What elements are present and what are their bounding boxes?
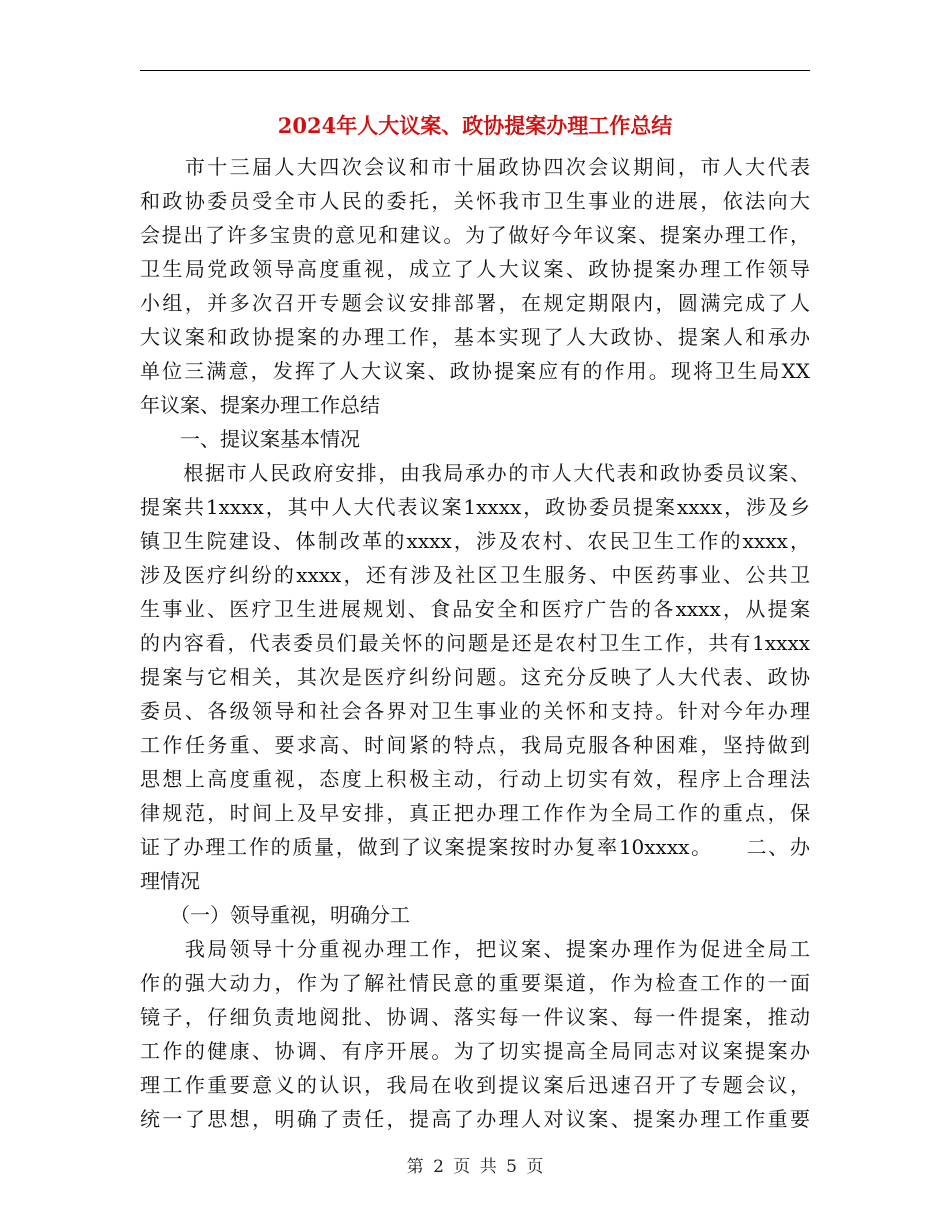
body-line: 一、提议案基本情况 <box>140 427 360 451</box>
body-line: 市十三届人大四次会议和市十届政协四次会议期间，市人大代表 <box>140 155 810 179</box>
body-line: 大议案和政协提案的办理工作，基本实现了人大政协、提案人和承办 <box>140 325 810 349</box>
body-line: 律规范，时间上及早安排，真正把办理工作作为全局工作的重点，保 <box>140 801 810 825</box>
body-line: 理工作重要意义的认识，我局在收到提议案后迅速召开了专题会议， <box>140 1073 810 1097</box>
body-line: （一）领导重视，明确分工 <box>140 903 410 927</box>
body-line: 卫生局党政领导高度重视，成立了人大议案、政协提案办理工作领导 <box>140 257 810 281</box>
body-line: 工作的健康、协调、有序开展。为了切实提高全局同志对议案提案办 <box>140 1039 810 1063</box>
body-line: 单位三满意，发挥了人大议案、政协提案应有的作用。现将卫生局XX <box>140 359 810 383</box>
body-line: 会提出了许多宝贵的意见和建议。为了做好今年议案、提案办理工作， <box>140 223 810 247</box>
body-line: 根据市人民政府安排，由我局承办的市人大代表和政协委员议案、 <box>140 461 810 485</box>
body-line: 思想上高度重视，态度上积极主动，行动上切实有效，程序上合理法 <box>140 767 810 791</box>
document-body <box>140 150 810 1136</box>
body-line: 年议案、提案办理工作总结 <box>140 393 380 417</box>
body-line: 作的强大动力，作为了解社情民意的重要渠道，作为检查工作的一面 <box>140 971 810 995</box>
body-line: 我局领导十分重视办理工作，把议案、提案办理作为促进全局工 <box>140 937 810 961</box>
body-line: 镜子，仔细负责地阅批、协调、落实每一件议案、每一件提案，推动 <box>140 1005 810 1029</box>
body-line: 提案与它相关，其次是医疗纠纷问题。这充分反映了人大代表、政协 <box>140 665 810 689</box>
body-line: 工作任务重、要求高、时间紧的特点，我局克服各种困难，坚持做到 <box>140 733 810 757</box>
body-line: 镇卫生院建设、体制改革的xxxx，涉及农村、农民卫生工作的xxxx， <box>140 529 810 553</box>
body-line: 理情况 <box>140 869 200 893</box>
body-line: 提案共1xxxx，其中人大代表议案1xxxx，政协委员提案xxxx，涉及乡 <box>140 495 810 519</box>
body-line: 小组，并多次召开专题会议安排部署，在规定期限内，圆满完成了人 <box>140 291 810 315</box>
body-line: 涉及医疗纠纷的xxxx，还有涉及社区卫生服务、中医药事业、公共卫 <box>140 563 810 587</box>
document-title: 2024年人大议案、政协提案办理工作总结 <box>277 113 673 138</box>
body-line: 证了办理工作的质量，做到了议案提案按时办复率10xxxx。 二、办 <box>140 835 810 859</box>
body-line: 统一了思想，明确了责任，提高了办理人对议案、提案办理工作重要 <box>140 1107 810 1131</box>
body-line: 委员、各级领导和社会各界对卫生事业的关怀和支持。针对今年办理 <box>140 699 810 723</box>
body-line: 和政协委员受全市人民的委托，关怀我市卫生事业的进展，依法向大 <box>140 189 810 213</box>
page-number-footer: 第 2 页 共 5 页 <box>406 1157 544 1177</box>
body-line: 的内容看，代表委员们最关怀的问题是还是农村卫生工作，共有1xxxx <box>140 631 810 655</box>
header-rule <box>140 70 810 71</box>
body-line: 生事业、医疗卫生进展规划、食品安全和医疗广告的各xxxx，从提案 <box>140 597 810 621</box>
